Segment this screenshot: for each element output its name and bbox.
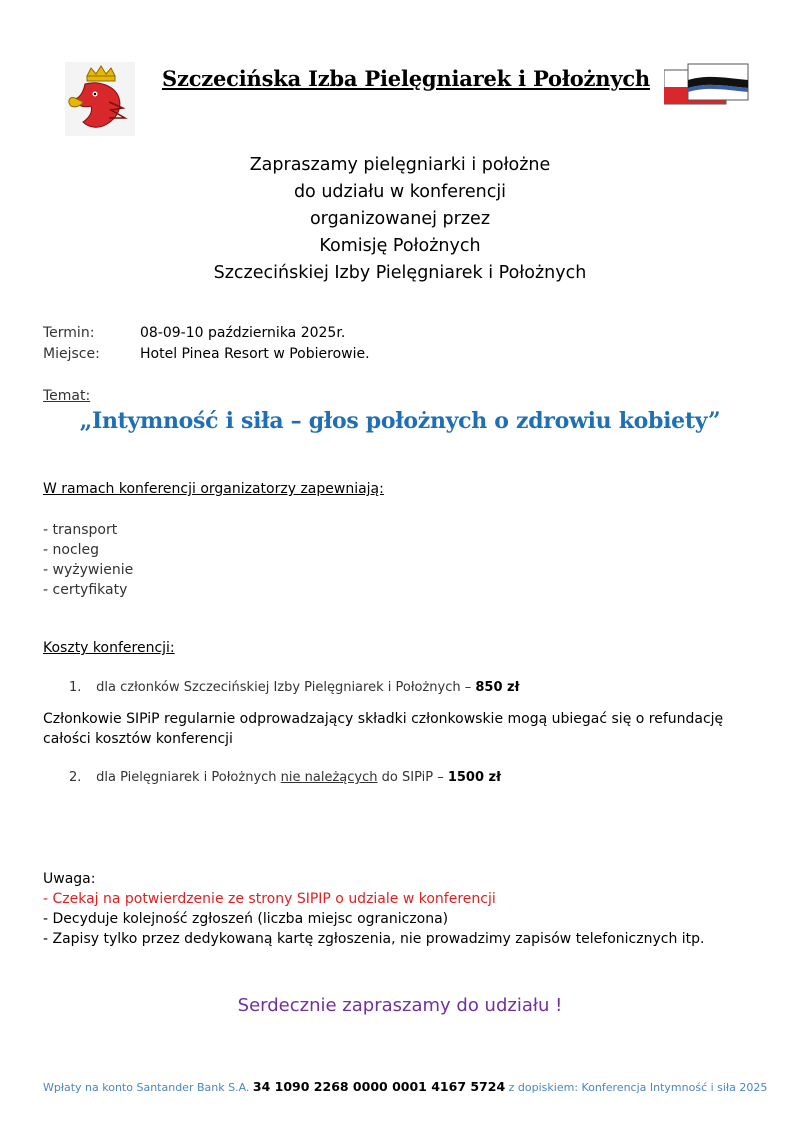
cost-refund-note: Członkowie SIPiP regularnie odprowadzający składki członkowskie mogą ubiegać się o refundację całości kosztów konferencji	[43, 711, 724, 747]
invitation-line: organizowanej przez	[309, 209, 491, 229]
list-item: - certyfikaty	[43, 582, 128, 598]
term-value: 08-09-10 października 2025r.	[140, 325, 346, 341]
invitation-line: do udziału w konferencji	[293, 182, 507, 202]
cost-item-text: do SIPiP –	[381, 770, 444, 785]
list-item: - nocleg	[43, 542, 100, 558]
topic-label: Temat:	[43, 388, 91, 404]
list-item: - transport	[43, 522, 118, 538]
invitation-line: Zapraszamy pielęgniarki i położne	[249, 155, 551, 175]
footer-suffix: z dopiskiem: Konferencja Intymność i siła 2025	[508, 1081, 768, 1094]
provided-list	[43, 520, 133, 600]
closing-text: Serdecznie zapraszamy do udziału !	[237, 995, 563, 1016]
notes-section	[43, 869, 705, 949]
cost-item-price: 1500 zł	[447, 770, 501, 785]
payment-footer	[43, 1079, 767, 1094]
cost-item-members	[69, 680, 519, 695]
cost-item-text: dla Pielęgniarek i Położnych	[96, 770, 277, 785]
bank-account-number: 34 1090 2268 0000 0001 4167 5724	[252, 1079, 506, 1094]
place-label: Miejsce:	[43, 346, 100, 362]
footer-prefix: Wpłaty na konto Santander Bank S.A.	[43, 1081, 250, 1094]
costs-heading: Koszty konferencji:	[43, 640, 175, 656]
cost-item-emphasis: nie należących	[280, 770, 378, 785]
term-row	[43, 325, 345, 341]
invitation-text	[0, 152, 800, 287]
invitation-line: Komisję Położnych	[319, 236, 481, 256]
invitation-line: Szczecińskiej Izby Pielęgniarek i Położnych	[213, 263, 587, 283]
notes-line: - Zapisy tylko przez dedykowaną kartę zgłoszenia, nie prowadzimy zapisów telefonicznych itp.	[43, 931, 705, 947]
cost-item-price: 850 zł	[475, 680, 520, 695]
place-row	[43, 346, 370, 362]
list-item: - wyżywienie	[43, 562, 134, 578]
notes-warning: - Czekaj na potwierdzenie ze strony SIPIP o udziale w konferencji	[43, 891, 496, 907]
notes-heading: Uwaga:	[43, 871, 96, 887]
griffin-crest-icon	[65, 62, 135, 136]
place-value: Hotel Pinea Resort w Pobierowie.	[140, 346, 370, 362]
cost-item-nonmembers	[69, 770, 501, 785]
cost-item-number: 2.	[69, 770, 82, 785]
term-label: Termin:	[43, 325, 95, 341]
organization-title: Szczecińska Izba Pielęgniarek i Położnych	[162, 66, 650, 91]
cost-item-number: 1.	[69, 680, 82, 695]
topic-title: „Intymność i siła – głos położnych o zdrowiu kobiety”	[79, 408, 721, 434]
notes-line: - Decyduje kolejność zgłoszeń (liczba miejsc ograniczona)	[43, 911, 449, 927]
flag-logo-icon	[664, 62, 750, 108]
provided-heading: W ramach konferencji organizatorzy zapewniają:	[43, 481, 384, 497]
cost-item-text: dla członków Szczecińskiej Izby Pielęgniarek i Położnych –	[96, 680, 472, 695]
